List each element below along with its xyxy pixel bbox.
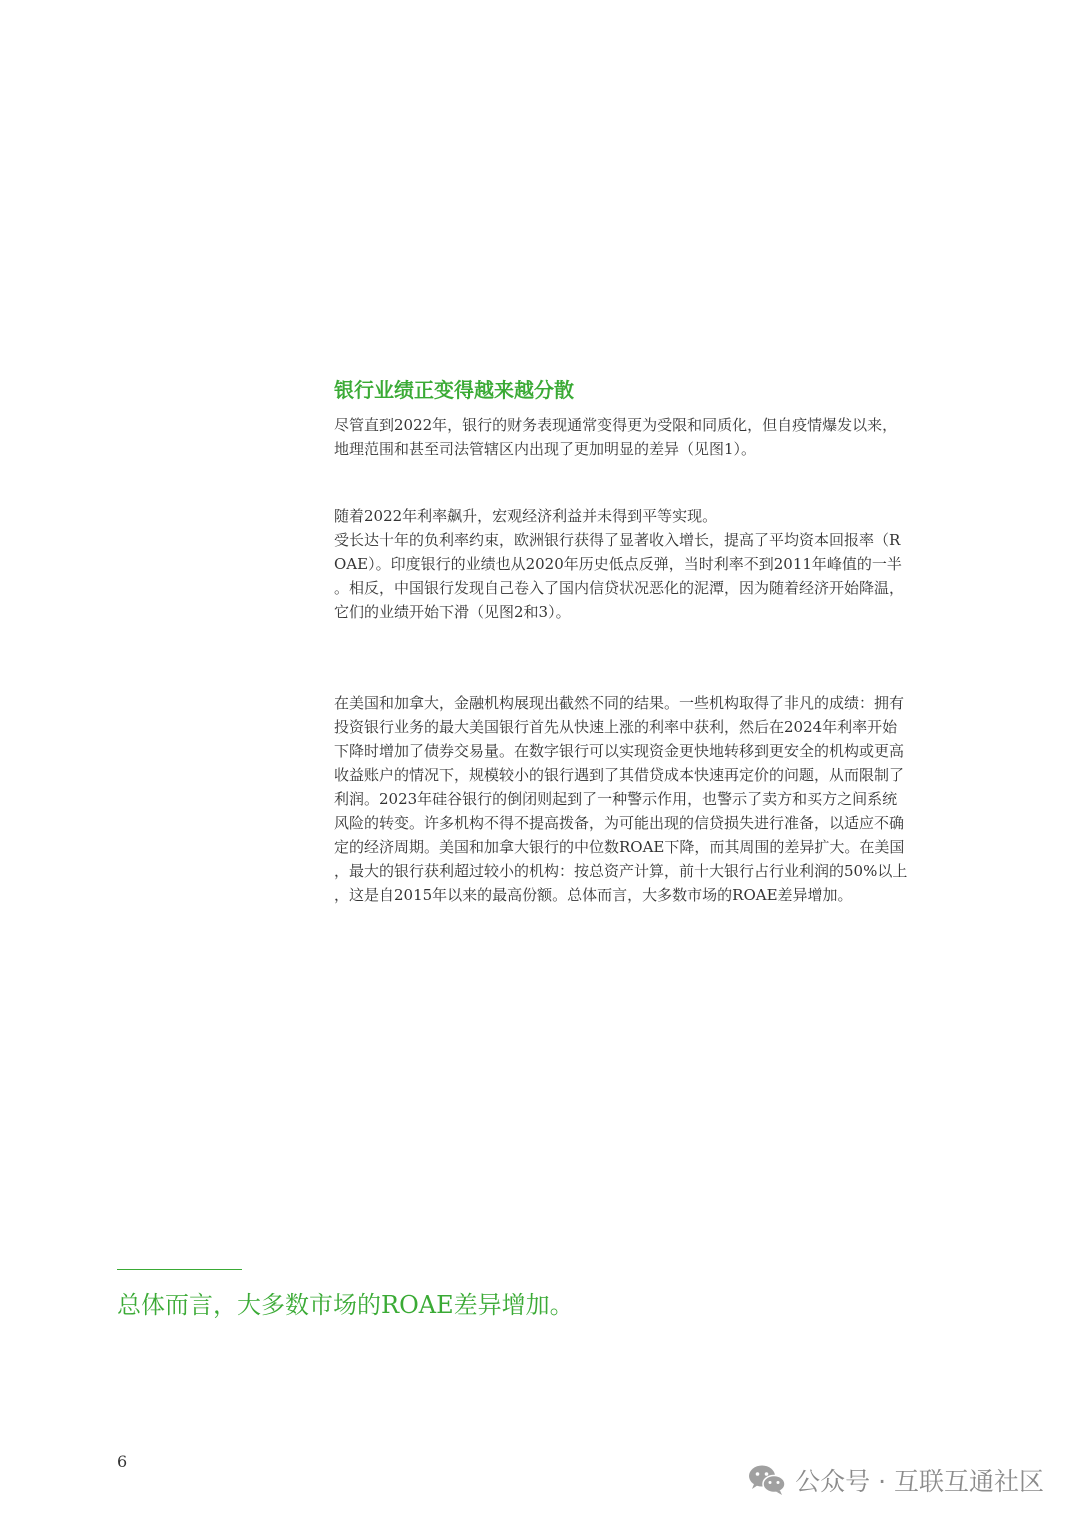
paragraph-line: 地理范围和甚至司法管辖区内出现了更加明显的差异（见图1）。 — [334, 440, 757, 458]
paragraph-line: 受长达十年的负利率约束，欧洲银行获得了显著收入增长，提高了平均资本回报率（R — [334, 531, 901, 549]
paragraph-line: 利润。2023年硅谷银行的倒闭则起到了一种警示作用，也警示了卖方和买方之间系统 — [334, 790, 898, 808]
paragraph-line: 下降时增加了债券交易量。在数字银行可以实现资金更快地转移到更安全的机构或更高 — [334, 742, 905, 760]
paragraph-line: ，最大的银行获利超过较小的机构：按总资产计算，前十大银行占行业利润的50%以上 — [334, 862, 908, 880]
page-number: 6 — [117, 1452, 128, 1471]
pull-quote: 总体而言，大多数市场的ROAE差异增加。 — [117, 1291, 574, 1319]
section-heading: 银行业绩正变得越来越分散 — [334, 378, 574, 402]
paragraph-line: 定的经济周期。美国和加拿大银行的中位数ROAE下降，而其周围的差异扩大。在美国 — [334, 838, 905, 856]
wechat-watermark — [747, 1462, 1044, 1498]
paragraph-line: 。相反，中国银行发现自己卷入了国内信贷状况恶化的泥潭，因为随着经济开始降温， — [334, 579, 905, 597]
paragraph-line: 收益账户的情况下，规模较小的银行遇到了其借贷成本快速再定价的问题，从而限制了 — [334, 766, 905, 784]
paragraph-line: 投资银行业务的最大美国银行首先从快速上涨的利率中获利，然后在2024年利率开始 — [334, 718, 898, 736]
paragraph-line: OAE）。印度银行的业绩也从2020年历史低点反弹，当时利率不到2011年峰值的一半 — [334, 555, 902, 573]
paragraph-rates — [334, 504, 959, 624]
paragraph-line: 随着2022年利率飙升，宏观经济利益并未得到平等实现。 — [334, 507, 718, 525]
pull-quote-divider — [117, 1269, 242, 1270]
paragraph-line: 风险的转变。许多机构不得不提高拨备，为可能出现的信贷损失进行准备，以适应不确 — [334, 814, 905, 832]
paragraph-line: ，这是自2015年以来的最高份额。总体而言，大多数市场的ROAE差异增加。 — [334, 886, 853, 904]
wechat-icon — [747, 1463, 787, 1497]
paragraph-line: 它们的业绩开始下滑（见图2和3）。 — [334, 603, 571, 621]
paragraph-line: 在美国和加拿大，金融机构展现出截然不同的结果。一些机构取得了非凡的成绩：拥有 — [334, 694, 905, 712]
paragraph-intro — [334, 413, 959, 461]
watermark-text: 公众号 · 互联互通社区 — [795, 1467, 1044, 1496]
paragraph-line: 尽管直到2022年，银行的财务表现通常变得更为受限和同质化，但自疫情爆发以来， — [334, 416, 898, 434]
paragraph-us-canada — [334, 691, 959, 907]
